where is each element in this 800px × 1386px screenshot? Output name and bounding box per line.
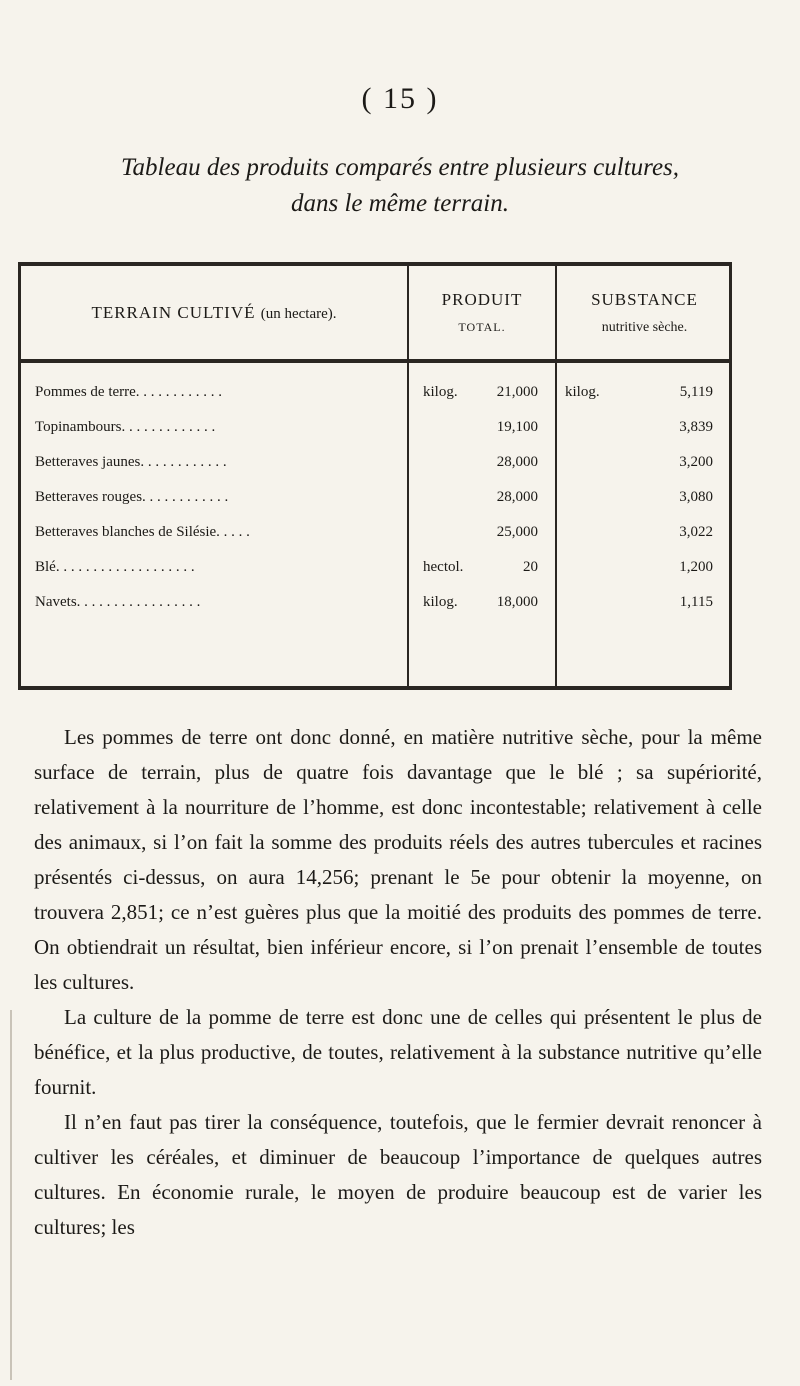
crop-name: Betteraves rouges. . . . . . . . . . . . xyxy=(35,489,229,505)
produit-value: 28,000 xyxy=(496,489,538,505)
produit-value: 19,100 xyxy=(496,419,538,435)
table-row xyxy=(21,516,729,551)
substance-value: 1,115 xyxy=(679,594,713,610)
table-row xyxy=(21,411,729,446)
produit-unit: kilog. xyxy=(423,594,458,610)
header-terrain-main: TERRAIN CULTIVÉ xyxy=(91,302,256,322)
header-terrain xyxy=(21,266,407,359)
page-number: ( 15 ) xyxy=(361,82,439,115)
table-row xyxy=(21,446,729,481)
table-row xyxy=(21,376,729,411)
produit-value: 21,000 xyxy=(496,384,538,400)
crop-name: Navets. . . . . . . . . . . . . . . . . xyxy=(35,594,201,610)
produit-value: 18,000 xyxy=(496,594,538,610)
table-title-line-1: Tableau des produits comparés entre plusieurs cultures, xyxy=(120,154,680,181)
header-rule xyxy=(21,359,729,363)
table-title-line-2: dans le même terrain. xyxy=(290,190,510,217)
produit-unit: kilog. xyxy=(423,384,458,400)
body-text xyxy=(34,720,762,1245)
crop-name: Topinambours. . . . . . . . . . . . . xyxy=(35,419,216,435)
crop-name: Betteraves jaunes. . . . . . . . . . . . xyxy=(35,454,227,470)
substance-unit: kilog. xyxy=(565,384,600,400)
produit-value: 28,000 xyxy=(496,454,538,470)
paragraph-3: Il n’en faut pas tirer la conséquence, toutefois, que le fermier devrait renoncer à cultiver les céréales, et diminuer de beaucoup l’importance de quelques autres cultures. En économie rurale, le moyen de produire beaucoup est de varier les cultures; les xyxy=(34,1110,762,1239)
table-row xyxy=(21,586,729,621)
table-row xyxy=(21,551,729,586)
table-row xyxy=(21,481,729,516)
substance-value: 3,022 xyxy=(679,524,713,540)
table-body xyxy=(21,376,729,621)
paragraph-2: La culture de la pomme de terre est donc une de celles qui présentent le plus de bénéfice, et la plus productive, de toutes, relativement à la substance nutritive qu’elle fournit. xyxy=(34,1005,762,1099)
substance-value: 3,200 xyxy=(679,454,713,470)
table-title xyxy=(30,150,770,222)
substance-value: 3,839 xyxy=(679,419,713,435)
comparison-table xyxy=(18,262,732,690)
header-terrain-sub: (un hectare). xyxy=(260,305,337,322)
header-produit-sub: TOTAL. xyxy=(458,320,506,334)
substance-value: 1,200 xyxy=(679,559,713,575)
substance-value: 3,080 xyxy=(679,489,713,505)
crop-name: Pommes de terre. . . . . . . . . . . . xyxy=(35,384,223,400)
header-produit-main: PRODUIT xyxy=(441,290,523,309)
header-substance-main: SUBSTANCE xyxy=(591,289,698,309)
produit-unit: hectol. xyxy=(423,559,464,575)
crop-name: Blé. . . . . . . . . . . . . . . . . . . xyxy=(35,559,195,575)
crop-name: Betteraves blanches de Silésie. . . . . xyxy=(35,524,250,540)
page-edge-shadow xyxy=(10,1010,12,1380)
substance-value: 5,119 xyxy=(679,384,713,400)
header-substance-sub: nutritive sèche. xyxy=(601,319,688,335)
header-produit xyxy=(409,266,555,359)
produit-value: 25,000 xyxy=(496,524,538,540)
produit-value: 20 xyxy=(523,559,538,575)
header-substance xyxy=(557,266,732,359)
paragraph-1: Les pommes de terre ont donc donné, en matière nutritive sèche, pour la même surface de terrain, plus de quatre fois davantage que le blé ; sa supériorité, relativement à la nourriture de l’homme, est donc incontestable; relativement à celle des animaux, si l’on fait la somme des produits réels des autres tubercules et racines présentés ci-dessus, on aura 14,256; prenant le 5e pour obtenir la moyenne, on trouvera 2,851; ce n’est guères plus que la moitié des produits des pommes de terre. On obtiendrait un résultat, bien inférieur encore, si l’on prenait l’ensemble de toutes les cultures. xyxy=(34,725,762,994)
